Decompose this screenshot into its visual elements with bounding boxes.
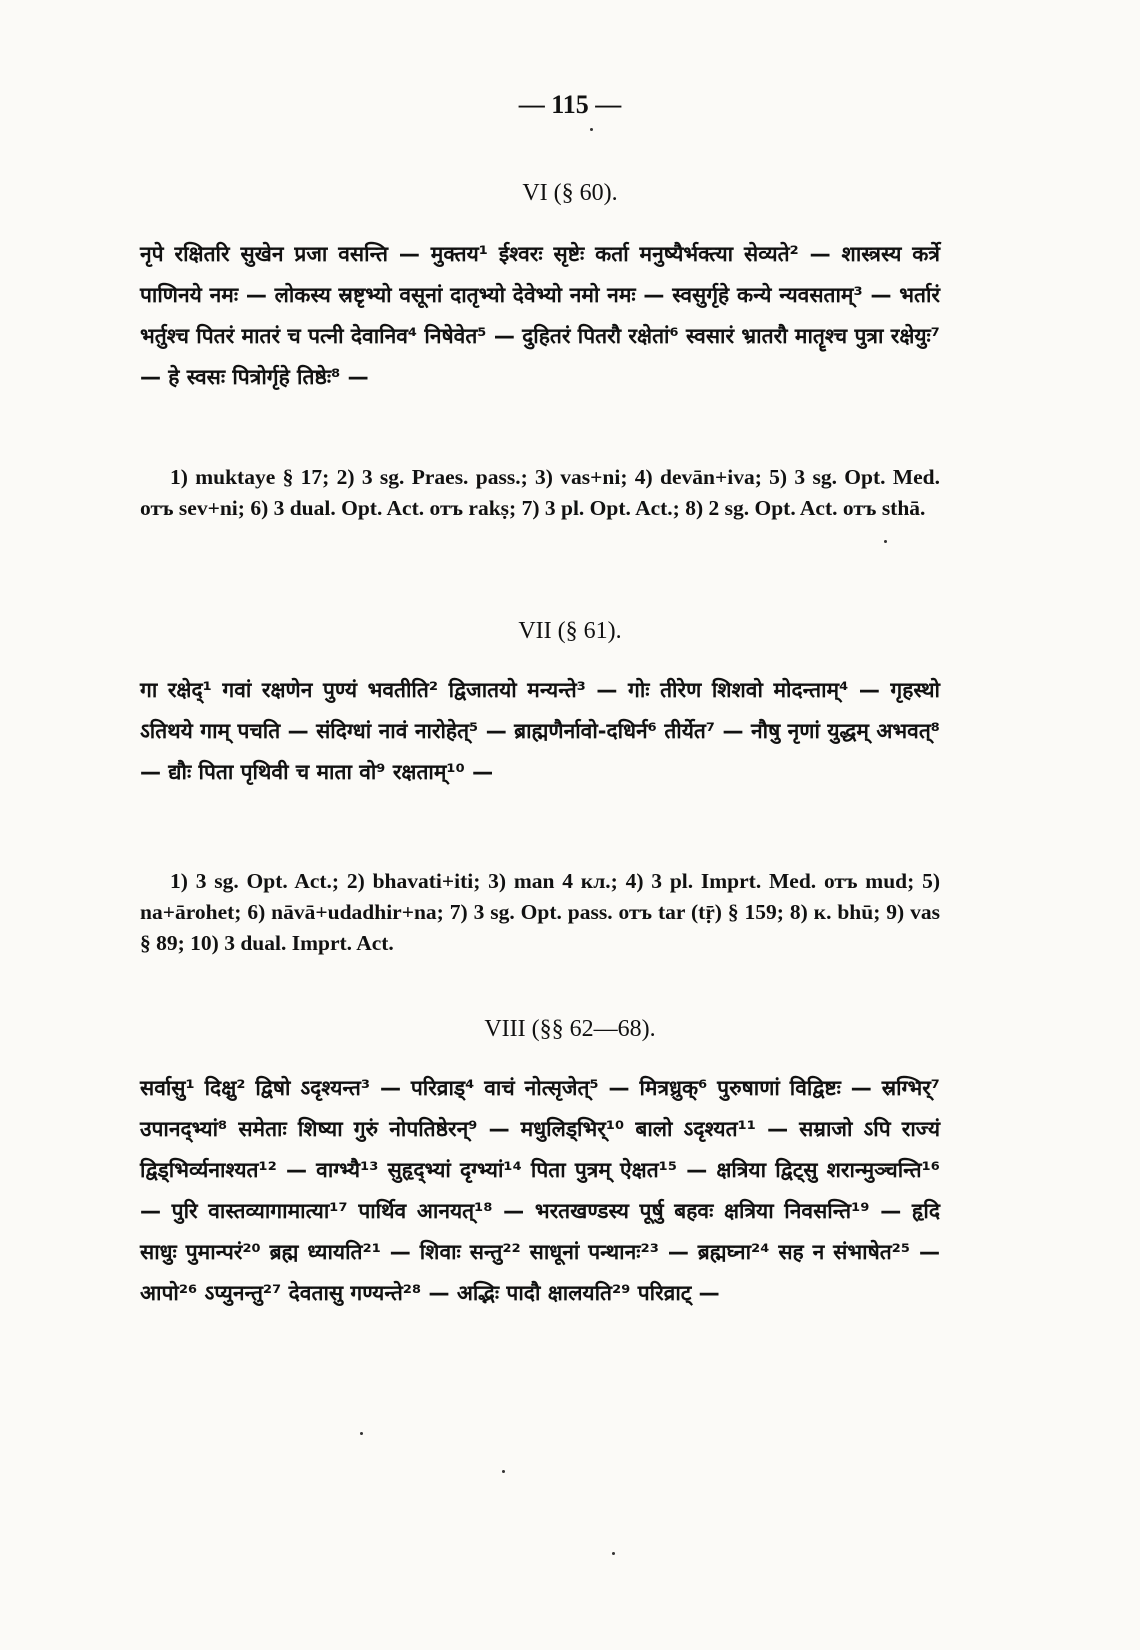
footnotes-vii-text: 1) 3 sg. Opt. Act.; 2) bhavati+iti; 3) man 4 кл.; 4) 3 pl. Imprt. Med. отъ mud; 5) na+ārohet; 6) nāvā+udadhir+na; 7) 3 sg. Opt. pass. отъ tar (tṝ) § 159; 8) к. bhū; 9) vas § 89; 10) 3 dual. Imprt. Act.: [140, 869, 940, 955]
section-heading-vi: VI (§ 60).: [522, 180, 618, 206]
section-heading-vii: VII (§ 61).: [518, 618, 622, 644]
sanskrit-exercise-vii: गा रक्षेद्¹ गवां रक्षणेन पुण्यं भवतीति² द्विजातयो मन्यन्ते³ — गोः तीरेण शिशवो मोदन्ताम्⁴ — गृहस्थो ऽतिथये गाम् पचति — संदिग्धां नावं नारोहेत्⁵ — ब्राह्मणैर्नावो-दधिर्न⁶ तीर्येत⁷ — नौषु नृणां युद्धम् अभवत्⁸ — द्यौः पिता पृथिवी च माता वो⁹ रक्षताम्¹⁰ —: [140, 678, 940, 784]
print-speck: [884, 540, 887, 543]
footnotes-vi: [140, 462, 940, 524]
print-speck: [360, 1432, 363, 1435]
sanskrit-exercise-viii: सर्वासु¹ दिक्षु² द्विषो ऽदृश्यन्त³ — परिव्राड्⁴ वाचं नोत्सृजेत्⁵ — मित्रध्रुक्⁶ पुरुषाणां विद्विष्टः — स्रग्भिर्⁷ उपानद्भ्यां⁸ समेताः शिष्या गुरुं नोपतिष्ठेरन्⁹ — मधुलिड्भिर्¹⁰ बालो ऽदृश्यत¹¹ — सम्राजो ऽपि राज्यं द्विड्भिर्व्यनाश्यत¹² — वाग्भ्यै¹³ सुहृद्भ्यां दृग्भ्यां¹⁴ पिता पुत्रम् ऐक्षत¹⁵ — क्षत्रिया द्विट्सु शरान्मुञ्चन्ति¹⁶ — पुरि वास्तव्यागामात्या¹⁷ पार्थिव आनयत्¹⁸ — भरतखण्डस्य पूर्षु बहवः क्षत्रिया निवसन्ति¹⁹ — हृदि साधुः पुमान्परं²⁰ ब्रह्म ध्यायति²¹ — शिवाः सन्तु²² साधूनां पन्थानः²³ — ब्रह्मघ्ना²⁴ सह न संभाषेत²⁵ — आपो²⁶ ऽप्युनन्तु²⁷ देवतासु गण्यन्ते²⁸ — अद्भिः पादौ क्षालयति²⁹ परिव्राट् —: [140, 1076, 940, 1305]
footnotes-vii: [140, 866, 940, 959]
sanskrit-exercise-vi: नृपे रक्षितरि सुखेन प्रजा वसन्ति — मुक्तय¹ ईश्वरः सृष्टेः कर्ता मनुष्यैर्भक्त्या सेव्यते² — शास्त्रस्य कर्त्रे पाणिनये नमः — लोकस्य स्रष्टृभ्यो वसूनां दातृभ्यो देवेभ्यो नमो नमः — स्वसुर्गृहे कन्ये न्यवसताम्³ — भर्तारं भर्तुश्च पितरं मातरं च पत्नी देवानिव⁴ निषेवेत⁵ — दुहितरं पितरौ रक्षेतां⁶ स्वसारं भ्रातरौ मातॄश्च पुत्रा रक्षेयुः⁷ — हे स्वसः पित्रोर्गृहे तिष्ठेः⁸ —: [140, 242, 940, 389]
section-heading-viii: VIII (§§ 62—68).: [484, 1016, 656, 1042]
print-speck: [502, 1470, 505, 1473]
page-number: — 115 —: [518, 90, 622, 119]
print-speck: [590, 128, 593, 131]
footnotes-vi-text: 1) muktaye § 17; 2) 3 sg. Praes. pass.; 3) vas+ni; 4) devān+iva; 5) 3 sg. Opt. Med. отъ sev+ni; 6) 3 dual. Opt. Act. отъ rakṣ; 7) 3 pl. Opt. Act.; 8) 2 sg. Opt. Act. отъ sthā.: [140, 465, 940, 520]
print-speck: [612, 1552, 615, 1555]
